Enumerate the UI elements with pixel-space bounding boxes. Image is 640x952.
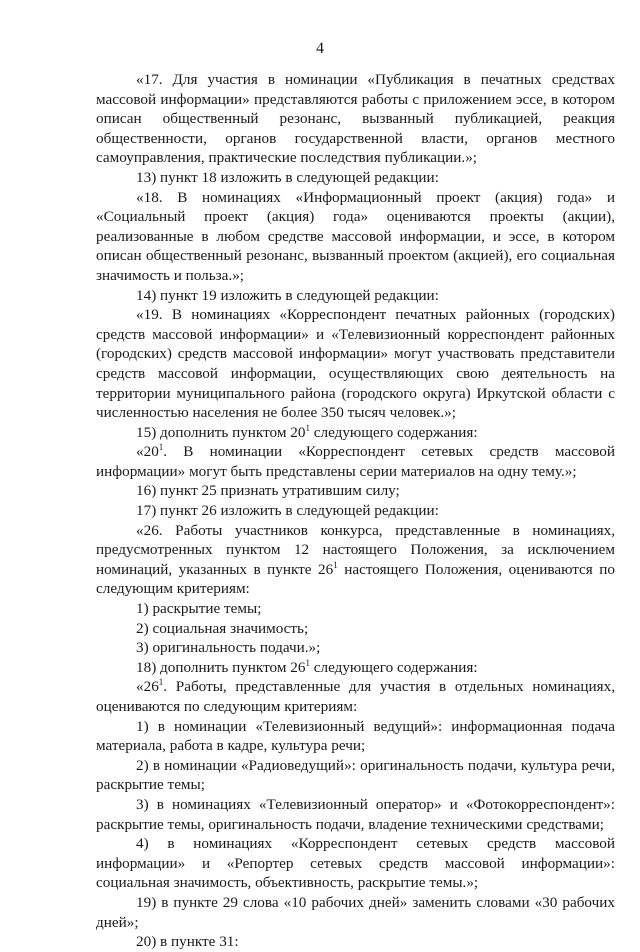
paragraph-amendment-13: 13) пункт 18 изложить в следующей редакции: xyxy=(136,168,439,186)
page-number: 4 xyxy=(316,40,324,57)
nomination-criteria-1: 1) в номинации «Телевизионный ведущий»: информационная подача материала, работа в кадре, культура речи; xyxy=(96,717,615,755)
paragraph-item-26: «26. Работы участников конкурса, представленные в номинациях, предусмотренных пунктом 12 настоящего Положения, за исключением номинаций, указанных в пункте $26^1$ настоящего Положения, оцениваются по следующим критериям: xyxy=(96,521,615,598)
paragraph-amendment-15: 15) дополнить пунктом $20^1$ следующего содержания: xyxy=(136,422,478,441)
paragraph-item-17: «17. Для участия в номинации «Публикация в печатных средствах массовой информации» представляются работы с приложением эссе, в котором описан общественный резонанс, вызванный публикацией, реакция общественности, органов государственной власти, органов местного самоуправления, практические последствия публикации.»; xyxy=(96,71,615,167)
paragraph-item-18: «18. В номинациях «Информационный проект (акция) года» и «Социальный проект (акция) года» оцениваются проекты (акции), реализованные в любом средстве массовой информации, и эссе, в котором описан общественный резонанс, вызванный проектом (акцией), его социальная значимость и польза.»; xyxy=(96,188,615,284)
paragraph-amendment-19: 19) в пункте 29 слова «10 рабочих дней» заменить словами «30 рабочих дней»; xyxy=(96,893,615,931)
document-body xyxy=(96,70,615,952)
nomination-criteria-4: 4) в номинациях «Корреспондент сетевых средств массовой информации» и «Репортер сетевых средств массовой информации»: социальная значимость, объективность, раскрытие темы.»; xyxy=(96,835,615,892)
paragraph-amendment-18: 18) дополнить пунктом $26^1$ следующего содержания: xyxy=(136,657,478,676)
criteria-item-2: 2) социальная значимость; xyxy=(136,619,309,637)
nomination-criteria-3: 3) в номинациях «Телевизионный оператор» и «Фотокорреспондент»: раскрытие темы, оригинальность подачи, владение техническими средствами; xyxy=(96,795,615,833)
criteria-item-3: 3) оригинальность подачи.»; xyxy=(136,639,321,657)
paragraph-item-20-1: «$20^1$. В номинации «Корреспондент сетевых средств массовой информации» могут быть представлены серии материалов на одну тему.»; xyxy=(96,442,615,480)
nomination-criteria-2: 2) в номинации «Радиоведущий»: оригинальность подачи, культура речи, раскрытие темы; xyxy=(96,756,615,794)
paragraph-amendment-14: 14) пункт 19 изложить в следующей редакции: xyxy=(136,286,439,304)
paragraph-amendment-16: 16) пункт 25 признать утратившим силу; xyxy=(136,482,400,500)
paragraph-item-26-1: «$26^1$. Работы, представленные для участия в отдельных номинациях, оцениваются по следующим критериям: xyxy=(96,677,615,715)
paragraph-amendment-17: 17) пункт 26 изложить в следующей редакции: xyxy=(136,502,439,520)
criteria-item-1: 1) раскрытие темы; xyxy=(136,600,262,618)
paragraph-item-19: «19. В номинациях «Корреспондент печатных районных (городских) средств массовой информации» и «Телевизионный корреспондент районных (городских) средств массовой информации» могут участвовать представители средств массовой информации, осуществляющих свою деятельность на территории муниципального района (городского округа) Иркутской области с численностью населения не более 350 тысяч человек.»; xyxy=(96,306,615,422)
paragraph-amendment-20: 20) в пункте 31: xyxy=(136,933,239,951)
